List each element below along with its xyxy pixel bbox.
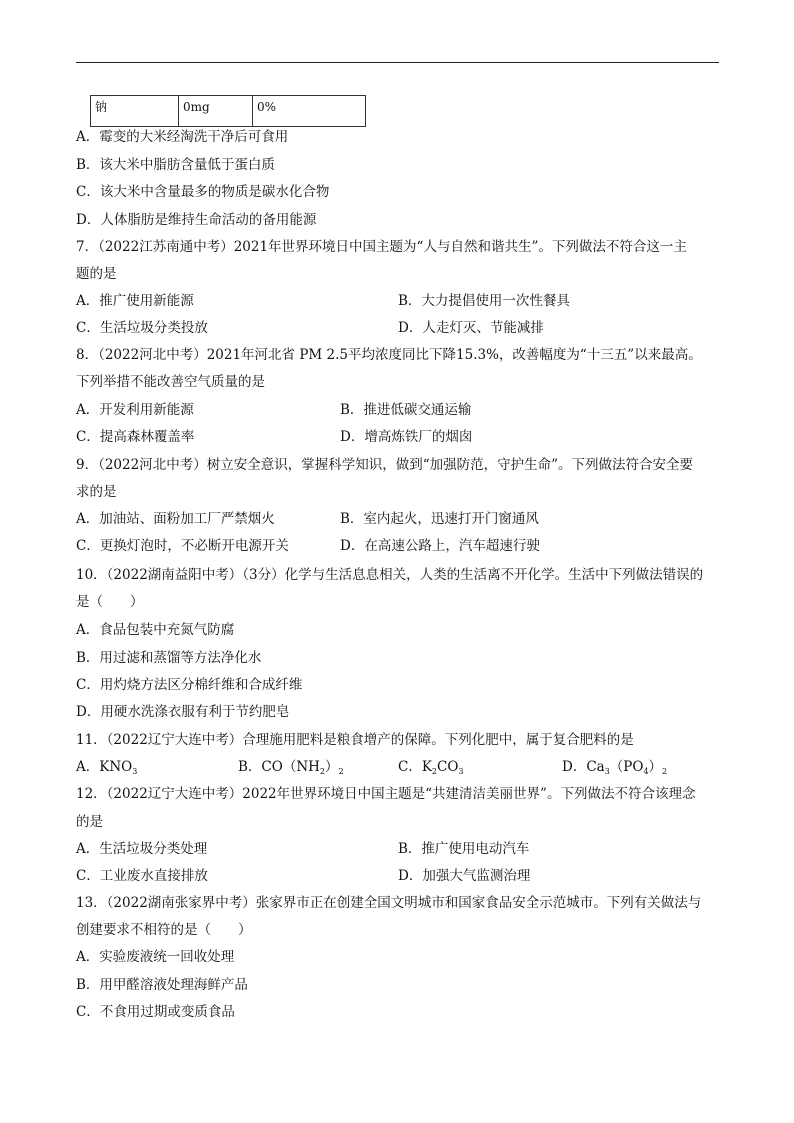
- table-cell: 0%: [253, 96, 366, 127]
- q10-option-d: D．用硬水洗涤衣服有利于节约肥皂: [76, 704, 290, 720]
- q11-option-d: D．$Ca_3(PO_4)_2$: [562, 759, 668, 776]
- q6-option-b: B．该大米中脂肪含量低于蛋白质: [76, 157, 275, 173]
- q13-option-c: C．不食用过期或变质食品: [76, 1004, 235, 1020]
- q11-option-c: C．$K_2CO_3$: [398, 759, 464, 776]
- q10-option-b: B．用过滤和蒸馏等方法净化水: [76, 650, 262, 666]
- table-cell: 钠: [91, 96, 179, 127]
- q9-option-c: C．更换灯泡时，不必断开电源开关: [76, 538, 289, 554]
- table-row: [91, 96, 366, 127]
- q9-option-d: D．在高速公路上，汽车超速行驶: [340, 538, 540, 554]
- q9-option-a: A．加油站、面粉加工厂严禁烟火: [76, 511, 275, 527]
- q8-option-a: A．开发利用新能源: [76, 402, 194, 418]
- nutrition-table: [90, 95, 366, 127]
- q6-option-c: C．该大米中含量最多的物质是碳水化合物: [76, 184, 330, 200]
- q7-stem-line2: 题的是: [76, 266, 117, 282]
- q12-option-b: B．推广使用电动汽车: [398, 841, 530, 857]
- q7-option-a: A．推广使用新能源: [76, 293, 194, 309]
- q12-option-c: C．工业废水直接排放: [76, 868, 208, 884]
- q13-option-a: A．实验废液统一回收处理: [76, 949, 235, 965]
- q8-option-b: B．推进低碳交通运输: [340, 402, 472, 418]
- q7-option-d: D．人走灯灭、节能减排: [398, 320, 544, 336]
- q10-option-a: A．食品包装中充氮气防腐: [76, 622, 235, 638]
- q9-stem-line1: 9．（2022河北中考）树立安全意识，掌握科学知识，做到“加强防范，守护生命”。下列做法符合安全要: [76, 457, 693, 473]
- q12-stem-line2: 的是: [76, 814, 103, 830]
- q11-stem-line1: 11．（2022辽宁大连中考）合理施用肥料是粮食增产的保障。下列化肥中，属于复合肥料的是: [76, 732, 634, 748]
- q13-option-b: B．用甲醛溶液处理海鲜产品: [76, 977, 248, 993]
- q8-option-d: D．增高炼铁厂的烟囱: [340, 429, 473, 445]
- table-cell: 0mg: [179, 96, 253, 127]
- q10-stem-line2: 是（ ）: [76, 594, 144, 610]
- q8-option-c: C．提高森林覆盖率: [76, 429, 195, 445]
- q13-stem-line2: 创建要求不相符的是（ ）: [76, 922, 252, 938]
- q9-stem-line2: 求的是: [76, 484, 117, 500]
- q11-option-a: A．$KNO_3$: [76, 759, 138, 776]
- q13-stem-line1: 13．（2022湖南张家界中考）张家界市正在创建全国文明城市和国家食品安全示范城市。下列有关做法与: [76, 895, 702, 911]
- q9-option-b: B．室内起火，迅速打开门窗通风: [340, 511, 539, 527]
- q10-option-c: C．用灼烧方法区分棉纤维和合成纤维: [76, 677, 303, 693]
- q6-option-d: D．人体脂肪是维持生命活动的备用能源: [76, 212, 317, 228]
- q10-stem-line1: 10．（2022湖南益阳中考）（3分）化学与生活息息相关，人类的生活离不开化学。生活中下列做法错误的: [76, 567, 704, 583]
- q11-option-b: B．$CO(NH_2)_2$: [238, 759, 344, 776]
- header-rule: [76, 62, 719, 63]
- q12-option-d: D．加强大气监测治理: [398, 868, 531, 884]
- q7-option-c: C．生活垃圾分类投放: [76, 320, 208, 336]
- q8-stem-line2: 下列举措不能改善空气质量的是: [76, 374, 265, 390]
- q8-stem-line1: 8．（2022河北中考）2021年河北省 PM 2.5平均浓度同比下降15.3%，改善幅度为“十三五”以来最高。: [76, 347, 702, 363]
- q12-option-a: A．生活垃圾分类处理: [76, 841, 208, 857]
- q6-option-a: A．霉变的大米经淘洗干净后可食用: [76, 129, 289, 145]
- q12-stem-line1: 12．（2022辽宁大连中考）2022年世界环境日中国主题是“共建清洁美丽世界”。下列做法不符合该理念: [76, 786, 696, 802]
- q7-stem-line1: 7．（2022江苏南通中考）2021年世界环境日中国主题为“人与自然和谐共生”。下列做法不符合这一主: [76, 239, 687, 255]
- q7-option-b: B．大力提倡使用一次性餐具: [398, 293, 570, 309]
